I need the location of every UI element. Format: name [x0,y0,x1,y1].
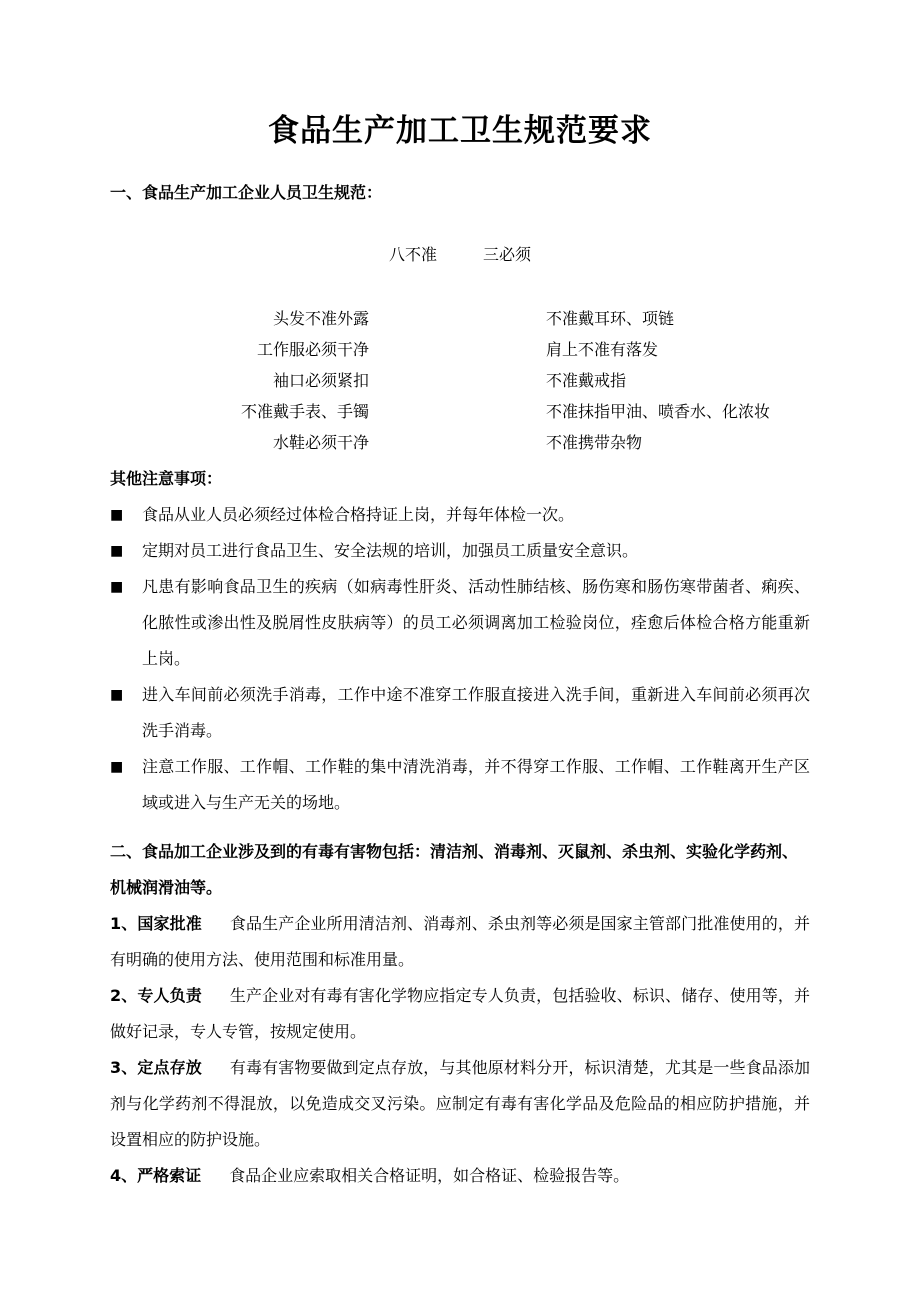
section2-item [110,978,810,1050]
rules-table [0,303,920,458]
rule-left: 工作服必须干净 [256,340,369,359]
list-item-text: 进入车间前必须洗手消毒，工作中途不准穿工作服直接进入洗手间，重新进入车间前必须再次洗手消毒。 [142,685,810,740]
three-musts-label: 三必须 [483,245,532,264]
list-item-text: 注意工作服、工作帽、工作鞋的集中清洗消毒，并不得穿工作服、工作帽、工作鞋离开生产区域或进入与生产无关的场地。 [142,757,810,812]
rules-caption [0,240,920,270]
list-item [110,569,810,677]
list-item-text: 凡患有影响食品卫生的疾病（如病毒性肝炎、活动性肺结核、肠伤寒和肠伤寒带菌者、痢疾、化脓性或渗出性及脱屑性皮肤病等）的员工必须调离加工检验岗位，痊愈后体检合格方能重新上岗。 [142,577,810,668]
rule-right: 不准携带杂物 [546,433,643,452]
section2-item-text: 食品生产企业所用清洁剂、消毒剂、杀虫剂等必须是国家主管部门批准使用的，并有明确的使用方法、使用范围和标准用量。 [110,914,810,969]
list-item [110,677,810,749]
document-title: 食品生产加工卫生规范要求 [268,113,652,149]
section2-item-text: 生产企业对有毒有害化学物应指定专人负责，包括验收、标识、储存、使用等，并做好记录，专人专管，按规定使用。 [110,986,810,1041]
square-bullet-icon: ■ [110,687,124,703]
other-notes-heading: 其他注意事项： [110,469,223,488]
section1-heading: 一、食品生产加工企业人员卫生规范： [110,183,383,202]
rule-row [0,334,920,365]
list-item-text: 食品从业人员必须经过体检合格持证上岗，并每年体检一次。 [142,505,575,524]
rule-left: 不准戴手表、手镯 [240,402,369,421]
rule-left: 袖口必须紧扣 [272,371,369,390]
list-item [110,749,810,821]
section2-item [110,1158,810,1194]
eight-prohibitions-label: 八不准 [388,245,437,264]
square-bullet-icon: ■ [110,543,124,559]
notes-list [110,497,810,821]
section2-item [110,1050,810,1158]
section2-item-lead: 3、定点存放 [110,1058,202,1077]
section2-item-lead: 2、专人负责 [110,986,202,1005]
square-bullet-icon: ■ [110,507,124,523]
rule-left: 头发不准外露 [272,309,369,328]
rule-row [0,365,920,396]
rule-right: 不准戴耳环、项链 [546,309,675,328]
list-item-text: 定期对员工进行食品卫生、安全法规的培训，加强员工质量安全意识。 [142,541,639,560]
rule-row [0,427,920,458]
rule-left: 水鞋必须干净 [272,433,369,452]
section2-item-text: 食品企业应索取相关合格证明，如合格证、检验报告等。 [229,1166,630,1185]
rule-right: 肩上不准有落发 [546,340,659,359]
section2-item-lead: 4、严格索证 [110,1166,202,1185]
section2-item-text: 有毒有害物要做到定点存放，与其他原材料分开，标识清楚，尤其是一些食品添加剂与化学药剂不得混放，以免造成交叉污染。应制定有毒有害化学品及危险品的相应防护措施，并设置相应的防护设施。 [110,1058,810,1149]
rule-row [0,396,920,427]
rule-right: 不准戴戒指 [546,371,627,390]
section2-item-lead: 1、国家批准 [110,914,202,933]
square-bullet-icon: ■ [110,759,124,775]
list-item [110,533,810,569]
rule-row [0,303,920,334]
section2-heading: 二、食品加工企业涉及到的有毒有害物包括：清洁剂、消毒剂、灭鼠剂、杀虫剂、实验化学药剂、机械润滑油等。 [110,842,799,897]
rule-right: 不准抹指甲油、喷香水、化浓妆 [546,402,771,421]
square-bullet-icon: ■ [110,579,124,595]
section2-item [110,906,810,978]
list-item [110,497,810,533]
